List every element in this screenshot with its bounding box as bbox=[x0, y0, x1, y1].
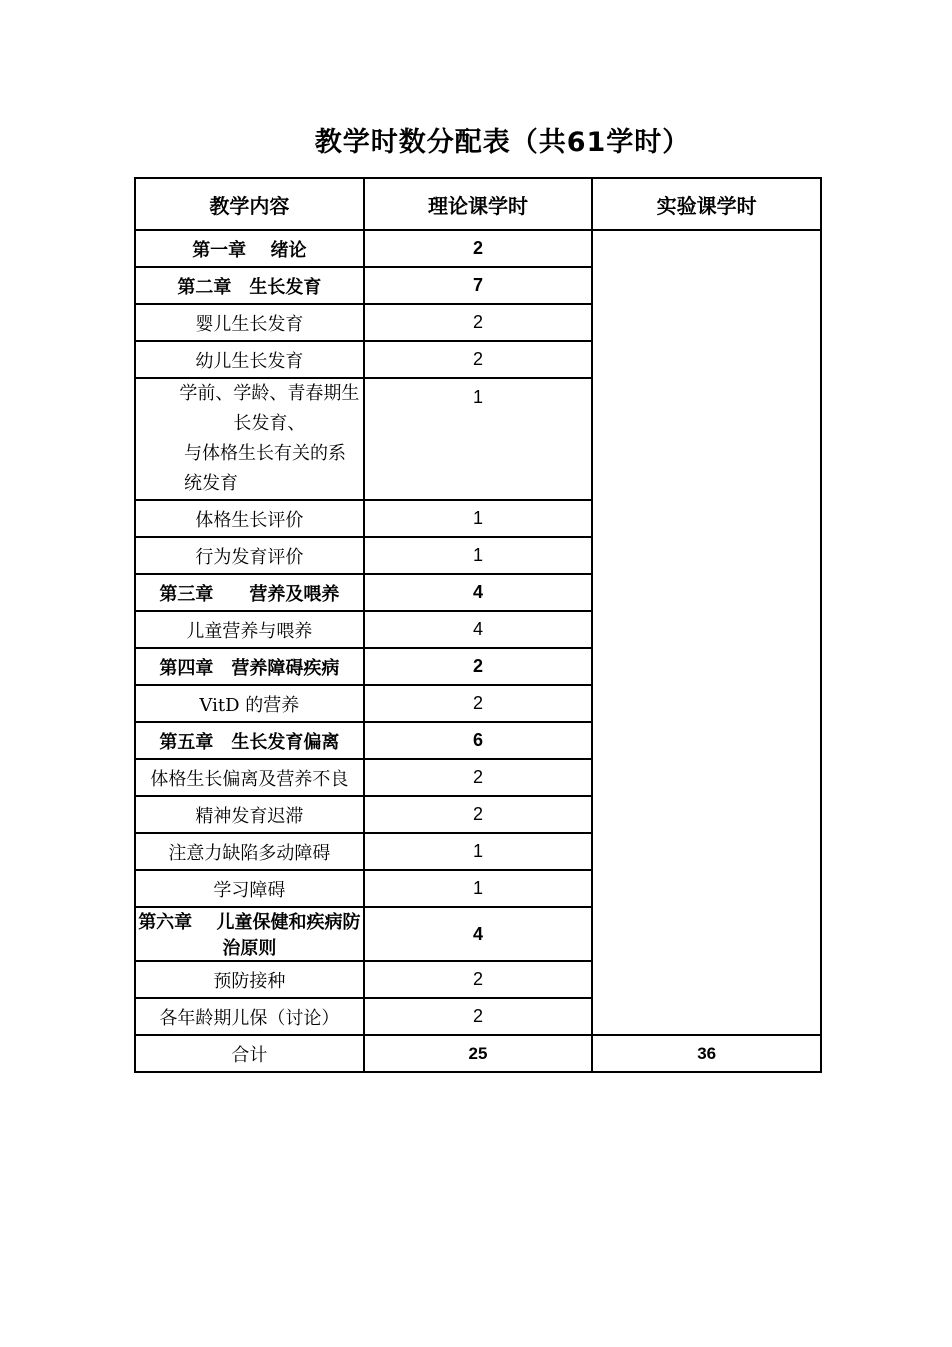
row-theory-hours: 1 bbox=[364, 537, 593, 574]
row-content: 第四章 营养障碍疾病 bbox=[135, 648, 364, 685]
row-theory-hours: 2 bbox=[364, 961, 593, 998]
row-content: 精神发育迟滞 bbox=[135, 796, 364, 833]
row-content: 第一章 绪论 bbox=[135, 230, 364, 267]
row-theory-hours: 4 bbox=[364, 907, 593, 961]
row-content: 注意力缺陷多动障碍 bbox=[135, 833, 364, 870]
row-content: 第二章 生长发育 bbox=[135, 267, 364, 304]
row-theory-hours: 1 bbox=[364, 870, 593, 907]
row-content: 幼儿生长发育 bbox=[135, 341, 364, 378]
row-theory-hours: 4 bbox=[364, 574, 593, 611]
total-row bbox=[135, 1035, 821, 1072]
total-lab-hours: 36 bbox=[592, 1035, 821, 1072]
row-theory-hours: 2 bbox=[364, 230, 593, 267]
row-theory-hours: 2 bbox=[364, 685, 593, 722]
row-content-line-1: 学前、学龄、青春期生长发育、 bbox=[179, 383, 360, 434]
row-content: VitD 的营养 bbox=[135, 685, 364, 722]
row-theory-hours: 2 bbox=[364, 648, 593, 685]
row-content bbox=[135, 378, 364, 500]
row-content: 第五章 生长发育偏离 bbox=[135, 722, 364, 759]
row-content: 儿童营养与喂养 bbox=[135, 611, 364, 648]
row-theory-hours: 1 bbox=[364, 378, 593, 500]
table-header-row bbox=[135, 178, 821, 230]
row-theory-hours: 2 bbox=[364, 796, 593, 833]
row-content: 行为发育评价 bbox=[135, 537, 364, 574]
table-row bbox=[135, 230, 821, 267]
row-content: 学习障碍 bbox=[135, 870, 364, 907]
row-content: 婴儿生长发育 bbox=[135, 304, 364, 341]
row-theory-hours: 6 bbox=[364, 722, 593, 759]
header-lab-hours: 实验课学时 bbox=[592, 178, 821, 230]
row-theory-hours: 2 bbox=[364, 759, 593, 796]
row-content-line-2: 与体格生长有关的系统发育 bbox=[184, 443, 346, 494]
row-theory-hours: 2 bbox=[364, 341, 593, 378]
row-content: 第三章 营养及喂养 bbox=[135, 574, 364, 611]
row-content: 第六章 儿童保健和疾病防治原则 bbox=[135, 907, 364, 961]
hours-allocation-table bbox=[134, 177, 822, 1073]
row-theory-hours: 1 bbox=[364, 500, 593, 537]
row-content: 体格生长评价 bbox=[135, 500, 364, 537]
total-label: 合计 bbox=[135, 1035, 364, 1072]
row-theory-hours: 7 bbox=[364, 267, 593, 304]
row-content: 预防接种 bbox=[135, 961, 364, 998]
total-theory-hours: 25 bbox=[364, 1035, 593, 1072]
row-content: 体格生长偏离及营养不良 bbox=[135, 759, 364, 796]
row-theory-hours: 1 bbox=[364, 833, 593, 870]
row-theory-hours: 2 bbox=[364, 998, 593, 1035]
header-content: 教学内容 bbox=[135, 178, 364, 230]
row-theory-hours: 2 bbox=[364, 304, 593, 341]
row-theory-hours: 4 bbox=[364, 611, 593, 648]
lab-hours-blank-cell bbox=[592, 230, 821, 1035]
header-theory-hours: 理论课学时 bbox=[364, 178, 593, 230]
page-title: 教学时数分配表（共61学时） bbox=[314, 127, 691, 158]
row-content: 各年龄期儿保（讨论） bbox=[135, 998, 364, 1035]
